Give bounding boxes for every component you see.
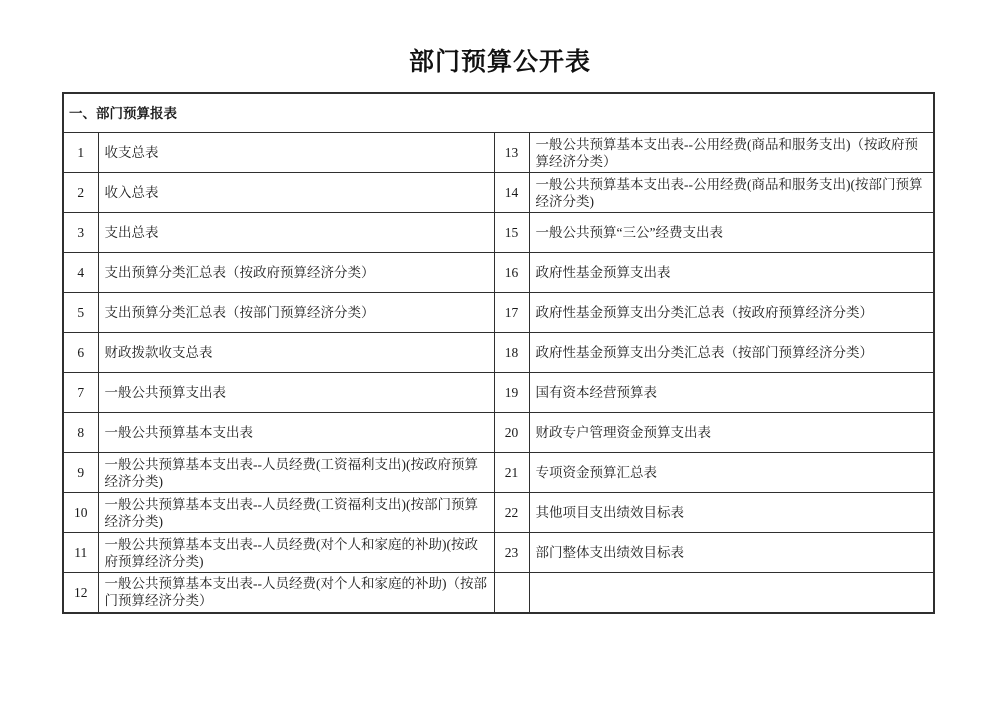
table-row [63,333,934,373]
table-row [63,413,934,453]
row-number: 18 [494,333,529,373]
report-name: 一般公共预算支出表 [98,373,494,413]
table-row [63,253,934,293]
report-name: 支出总表 [98,213,494,253]
row-number: 4 [63,253,98,293]
report-name: 收入总表 [98,173,494,213]
report-name: 政府性基金预算支出分类汇总表（按政府预算经济分类） [529,293,934,333]
row-number: 6 [63,333,98,373]
row-number: 17 [494,293,529,333]
row-number: 14 [494,173,529,213]
report-name: 政府性基金预算支出表 [529,253,934,293]
report-name: 一般公共预算“三公”经费支出表 [529,213,934,253]
report-name: 支出预算分类汇总表（按政府预算经济分类） [98,253,494,293]
row-number: 3 [63,213,98,253]
row-number: 21 [494,453,529,493]
row-number: 7 [63,373,98,413]
table-row [63,493,934,533]
section-header: 一、部门预算报表 [63,93,934,133]
report-name: 一般公共预算基本支出表--人员经费(对个人和家庭的补助)(按政府预算经济分类) [98,533,494,573]
row-number: 11 [63,533,98,573]
report-name: 一般公共预算基本支出表--人员经费(工资福利支出)(按政府预算经济分类) [98,453,494,493]
page-title: 部门预算公开表 [408,49,591,76]
row-number: 5 [63,293,98,333]
report-name: 支出预算分类汇总表（按部门预算经济分类） [98,293,494,333]
row-number: 1 [63,133,98,173]
table-row [63,373,934,413]
table-row [63,213,934,253]
report-name: 财政专户管理资金预算支出表 [529,413,934,453]
report-name: 政府性基金预算支出分类汇总表（按部门预算经济分类） [529,333,934,373]
row-number: 15 [494,213,529,253]
row-number: 8 [63,413,98,453]
report-name: 一般公共预算基本支出表--人员经费(工资福利支出)(按部门预算经济分类) [98,493,494,533]
row-number [494,573,529,613]
row-number: 16 [494,253,529,293]
table-row [63,173,934,213]
report-name: 一般公共预算基本支出表--公用经费(商品和服务支出)（按政府预算经济分类） [529,133,934,173]
report-name: 一般公共预算基本支出表 [98,413,494,453]
row-number: 22 [494,493,529,533]
table-row [63,453,934,493]
row-number: 19 [494,373,529,413]
report-name: 收支总表 [98,133,494,173]
row-number: 23 [494,533,529,573]
table-row [63,133,934,173]
table-row [63,573,934,613]
row-number: 10 [63,493,98,533]
report-name: 财政拨款收支总表 [98,333,494,373]
table-row [63,533,934,573]
row-number: 2 [63,173,98,213]
report-name: 一般公共预算基本支出表--人员经费(对个人和家庭的补助)（按部门预算经济分类） [98,573,494,613]
report-name: 国有资本经营预算表 [529,373,934,413]
report-name: 专项资金预算汇总表 [529,453,934,493]
budget-report-table [62,92,935,614]
row-number: 13 [494,133,529,173]
report-name: 部门整体支出绩效目标表 [529,533,934,573]
row-number: 9 [63,453,98,493]
table-row [63,293,934,333]
section-header-row [63,93,934,133]
row-number: 20 [494,413,529,453]
report-name [529,573,934,613]
report-name: 一般公共预算基本支出表--公用经费(商品和服务支出)(按部门预算经济分类) [529,173,934,213]
report-name: 其他项目支出绩效目标表 [529,493,934,533]
row-number: 12 [63,573,98,613]
